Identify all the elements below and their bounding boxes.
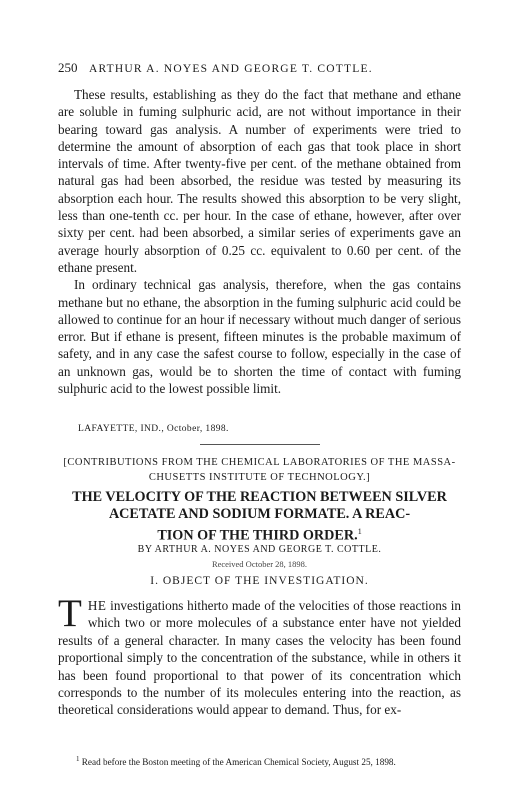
- footnote-text: Read before the Boston meeting of the American Chemical Society, August 25, 1898.: [79, 757, 396, 768]
- paragraph: In ordinary technical gas analysis, therefore, when the gas contains methane but no ethane, the absorption in the fuming sulphuric acid could be allowed to continue for an hour if necessary without much danger of serious error. But if ethane is present, fifteen minutes is the probable maximum of safety, and in any case the safest course to follow, especially in the case of an unknown gas, would be to shorten the time of contact with fuming sulphuric acid to the lowest possible limit.: [58, 277, 461, 397]
- running-header: [58, 60, 458, 76]
- intro-capword: HE: [87, 598, 107, 613]
- intro-text: investigations hitherto made of the velocities of those reactions in which two or more molecules of a substance enter have not yielded results of a general character. In many cases the velocity has been found proportional simply to the concentration of the substance, while in others it has been found proportional to that power of its concentration which corresponds to the number of its molecules entering into the reaction, as theoretical considerations would appear to demand. Thus, for ex-: [58, 598, 461, 718]
- received-date: Received October 28, 1898.: [211, 559, 308, 569]
- article-title: [58, 489, 461, 545]
- title-line: ACETATE AND SODIUM FORMATE. A REAC-: [108, 506, 411, 522]
- footnote: [76, 755, 466, 767]
- contributions-note: [58, 455, 461, 485]
- dateline: LAFAYETTE, IND., October, 1898.: [78, 424, 229, 434]
- section-heading: I. OBJECT OF THE INVESTIGATION.: [150, 575, 369, 587]
- footnote-marker: 1: [357, 527, 362, 536]
- intro-paragraph: [58, 592, 461, 719]
- drop-cap: T: [58, 592, 82, 635]
- byline: BY ARTHUR A. NOYES AND GEORGE T. COTTLE.: [137, 544, 382, 555]
- section-divider: [200, 444, 320, 445]
- contributions-line: CHUSETTS INSTITUTE OF TECHNOLOGY.]: [148, 472, 371, 483]
- title-line: THE VELOCITY OF THE REACTION BETWEEN SILVER: [72, 489, 447, 505]
- title-line: TION OF THE THIRD ORDER.$^1$: [157, 527, 362, 544]
- body-text: [58, 86, 461, 397]
- paragraph: These results, establishing as they do the fact that methane and ethane are soluble in fuming sulphuric acid, are not without importance in their bearing toward gas analysis. A number of experiments were tried to determine the amount of absorption of each gas that took place in short intervals of time. After twenty-five per cent. of the methane obtained from natural gas had been absorbed, the residue was tested by measuring its absorption each hour. The results showed this absorption to be very slight, less than one-tenth cc. per hour. In the case of ethane, however, after over sixty per cent. had been absorbed, a similar series of experiments gave an average hourly absorption of 0.25 cc. equivalent to 0.60 per cent. of the ethane present.: [58, 87, 461, 275]
- running-title: ARTHUR A. NOYES AND GEORGE T. COTTLE.: [88, 63, 373, 75]
- page-number: 250: [58, 60, 78, 75]
- contributions-line: [CONTRIBUTIONS FROM THE CHEMICAL LABORATORIES OF THE MASSA-: [63, 457, 456, 468]
- footnote-number: 1: [76, 755, 80, 763]
